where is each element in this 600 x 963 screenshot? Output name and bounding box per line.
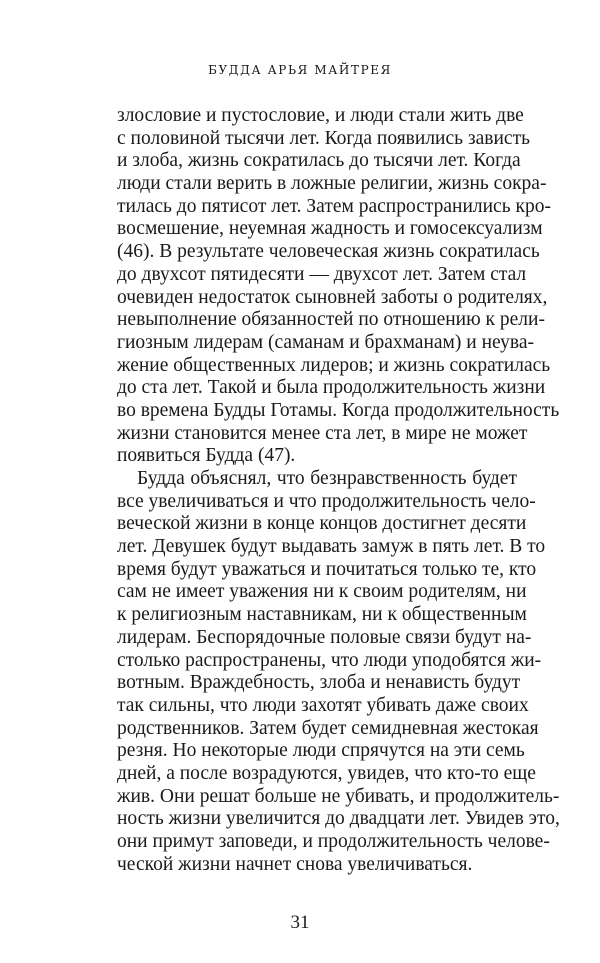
paragraph xyxy=(117,468,560,876)
text-line: с половиной тысячи лет. Когда появились зависть xyxy=(117,127,530,149)
text-line: столько распространены, что люди уподобятся жи- xyxy=(117,649,542,671)
text-line: вотным. Враждебность, злоба и ненависть будут xyxy=(117,672,521,694)
text-line: лет. Девушек будут выдавать замуж в пять лет. В то xyxy=(117,536,546,558)
text-line: жение общественных лидеров; и жизнь сократилась xyxy=(117,354,551,376)
text-line: жизни становится менее ста лет, в мире не может xyxy=(117,422,528,444)
page-number: 31 xyxy=(290,912,310,933)
text-line: веческой жизни в конце концов достигнет десяти xyxy=(117,513,527,535)
text-line: резня. Но некоторые люди спрячутся на эти семь xyxy=(117,740,525,762)
text-line: люди стали верить в ложные религии, жизнь сокра- xyxy=(117,173,547,195)
text-line: ческой жизни начнет снова увеличиваться. xyxy=(117,853,473,875)
text-line: невыполнение обязанностей по отношению к рели- xyxy=(117,309,545,331)
text-line: жив. Они решат больше не убивать, и продолжитель- xyxy=(117,785,560,807)
text-line: появиться Будда (47). xyxy=(117,445,296,467)
text-line: дней, а после возрадуются, увидев, что кто-то еще xyxy=(117,762,536,784)
text-line: все увеличиваться и что продолжительность чело- xyxy=(117,490,536,512)
text-line: (46). В результате человеческая жизнь сократилась xyxy=(117,241,540,263)
running-header: БУДДА АРЬЯ МАЙТРЕЯ xyxy=(208,63,392,77)
text-line: злословие и пустословие, и люди стали жить две xyxy=(117,105,524,126)
text-line: до ста лет. Такой и была продолжительность жизни xyxy=(117,377,546,399)
page-body xyxy=(117,105,560,876)
text-line: родственников. Затем будет семидневная жестокая xyxy=(117,717,539,739)
text-line: сам не имеет уважения ни к своим родителям, ни xyxy=(117,581,527,603)
text-line: так сильны, что люди захотят убивать даже своих xyxy=(117,694,529,716)
text-line: во времена Будды Готамы. Когда продолжительность xyxy=(117,399,560,421)
text-line: лидерам. Беспорядочные половые связи будут на- xyxy=(117,626,532,648)
text-line: к религиозным наставникам, ни к общественным xyxy=(117,604,527,626)
text-line: ность жизни увеличится до двадцати лет. Увидев это, xyxy=(117,808,560,830)
text-line: время будут уважаться и почитаться только те, кто xyxy=(117,558,537,580)
text-line: гиозным лидерам (саманам и брахманам) и неува- xyxy=(117,331,535,353)
text-line: восмешение, неуемная жадность и гомосексуализм xyxy=(117,218,543,240)
text-line: тилась до пятисот лет. Затем распространились кро- xyxy=(117,195,551,217)
text-line: и злоба, жизнь сократилась до тысячи лет. Когда xyxy=(117,150,521,172)
text-line: до двухсот пятидесяти — двухсот лет. Затем стал xyxy=(117,263,527,285)
text-line: очевиден недостаток сыновней заботы о родителях, xyxy=(117,286,548,308)
text-line: Будда объяснял, что безнравственность будет xyxy=(137,468,517,489)
paragraph xyxy=(117,105,560,468)
text-line: они примут заповеди, и продолжительность челове- xyxy=(117,831,550,852)
